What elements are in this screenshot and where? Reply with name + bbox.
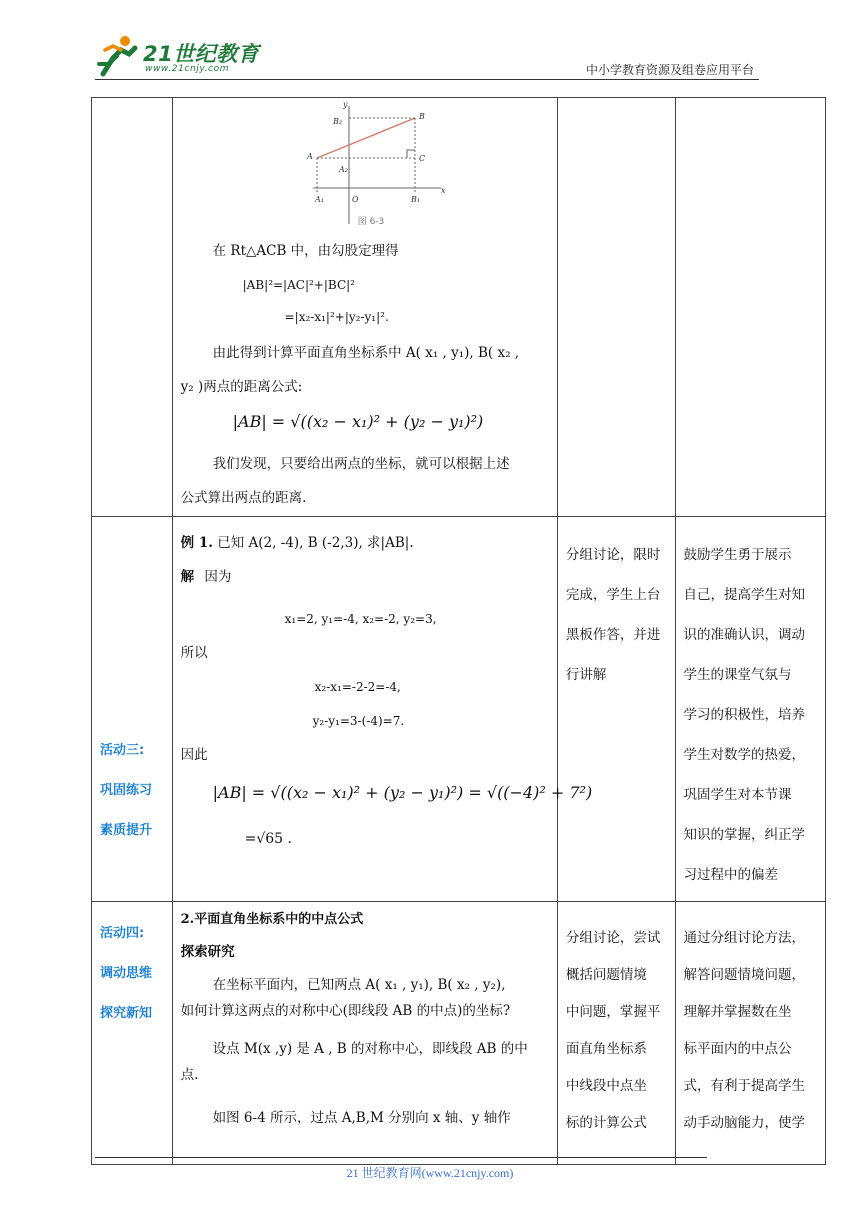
text-line: 巩固学生对本节课 <box>683 787 792 803</box>
paragraph: 由此得到计算平面直角坐标系中 A( x₁ , y₁), B( x₂ , <box>212 345 520 361</box>
text-line: 标的计算公式 <box>565 1115 647 1131</box>
table-row <box>92 902 826 1165</box>
svg-text:C: C <box>418 154 425 163</box>
intent-cell <box>675 98 826 517</box>
text-line: 式，有利于提高学生 <box>683 1078 805 1094</box>
text-line: 解答问题情境问题， <box>683 967 805 983</box>
brand-url: www.21cnjy.com <box>145 64 230 74</box>
text-line: 学生的课堂气氛与 <box>683 667 792 683</box>
paragraph: 在 Rt△ACB 中，由勾股定理得 <box>212 243 399 259</box>
runner-logo-icon <box>95 34 141 76</box>
header-divider <box>95 79 759 80</box>
paragraph: 我们发现，只要给出两点的坐标，就可以根据上述 <box>212 456 510 472</box>
example-text: 已知 A(2, -4), B (-2,3), 求|AB|. <box>217 535 414 551</box>
paragraph: 如何计算这两点的对称中心(即线段 AB 的中点)的坐标? <box>180 1003 511 1019</box>
text-line: 中线段中点坐 <box>565 1078 647 1094</box>
svg-text:x: x <box>440 186 446 195</box>
text-line: 分组讨论，尝试 <box>565 930 661 946</box>
footer-text: 21 世纪教育网(www.21cnjy.com) <box>346 1166 514 1180</box>
solution-label: 解 <box>180 569 195 585</box>
text-line: 中问题，掌握平 <box>565 1004 661 1020</box>
text-line: 理解并掌握数在坐 <box>683 1004 792 1020</box>
activity-cell <box>92 517 173 902</box>
paragraph: 如图 6-4 所示，过点 A,B,M 分别向 x 轴、y 轴作 <box>212 1110 511 1126</box>
lesson-table <box>91 97 826 1165</box>
paragraph: 所以 <box>180 645 208 661</box>
activity-cell <box>92 902 173 1165</box>
text-line: 鼓励学生勇于展示 <box>683 547 792 563</box>
activity-label: 探究新知 <box>100 1006 153 1021</box>
svg-text:B: B <box>418 112 425 121</box>
text-line: 学习的积极性，培养 <box>683 707 805 723</box>
text-line: 习过程中的偏差 <box>683 867 778 883</box>
intent-cell <box>675 517 826 902</box>
text-line: 行讲解 <box>565 667 607 683</box>
site-logo <box>93 32 263 78</box>
text-line: 完成，学生上台 <box>565 587 661 603</box>
paragraph: 设点 M(x ,y) 是 A , B 的对称中心，即线段 AB 的中 <box>212 1041 528 1057</box>
content-cell <box>172 902 557 1165</box>
text-line: 标平面内的中点公 <box>683 1041 792 1057</box>
svg-text:y: y <box>342 100 348 109</box>
paragraph: 点. <box>180 1067 199 1083</box>
activity-cell <box>92 98 173 517</box>
distance-formula: |AB| = √((x₂ − x₁)² + (y₂ − y₁)²) <box>232 412 484 431</box>
method-cell <box>557 98 675 517</box>
section-title: 2.平面直角坐标系中的中点公式 <box>180 912 364 927</box>
equation: x₂-x₁=-2-2=-4, <box>314 680 401 694</box>
text-line: 知识的掌握，纠正学 <box>683 827 805 843</box>
paragraph: 公式算出两点的距离. <box>180 490 307 506</box>
section-subtitle: 探索研究 <box>180 944 235 960</box>
table-row <box>92 98 826 517</box>
text-line: 面直角坐标系 <box>565 1041 647 1057</box>
text-line: 自己，提高学生对知 <box>683 587 805 603</box>
solution-text: 因为 <box>204 569 232 585</box>
figure-caption: 图 6-3 <box>357 217 384 227</box>
paragraph: y₂ )两点的距离公式: <box>180 379 303 395</box>
activity-label: 素质提升 <box>100 823 153 838</box>
text-line: 识的准确认识，调动 <box>683 627 805 643</box>
equation: x₁=2, y₁=-4, x₂=-2, y₂=3, <box>284 612 437 626</box>
text-line: 通过分组讨论方法， <box>683 930 805 946</box>
example-label: 例 1. <box>180 535 213 551</box>
table-row <box>92 517 826 902</box>
equation: |AB|²=|AC|²+|BC|² <box>242 278 355 292</box>
svg-text:B₂: B₂ <box>332 117 342 126</box>
paragraph: 因此 <box>180 747 208 763</box>
method-cell <box>557 517 675 902</box>
activity-label: 活动四: <box>100 926 145 941</box>
coordinate-figure <box>306 100 453 230</box>
text-line: 概括问题情境 <box>565 967 647 983</box>
text-line: 动手动脑能力，使学 <box>683 1115 805 1131</box>
paragraph: 在坐标平面内，已知两点 A( x₁ , y₁), B( x₂ , y₂), <box>212 977 506 993</box>
method-cell <box>557 902 675 1165</box>
svg-text:A₂: A₂ <box>338 165 348 174</box>
intent-cell <box>675 902 826 1165</box>
activity-label: 活动三: <box>100 743 145 758</box>
activity-label: 巩固练习 <box>100 783 153 798</box>
activity-label: 调动思维 <box>100 966 153 981</box>
distance-formula: |AB| = √((x₂ − x₁)² + (y₂ − y₁)²) = √((−4)² + 7²) <box>212 783 593 802</box>
brand-name: 21世纪教育 <box>143 42 260 66</box>
svg-text:A₁: A₁ <box>314 195 324 204</box>
footer-divider <box>95 1157 707 1158</box>
svg-text:B₁: B₁ <box>410 195 420 204</box>
svg-text:O: O <box>351 195 359 204</box>
equation: y₂-y₁=3-(-4)=7. <box>312 714 405 728</box>
content-cell <box>172 98 557 517</box>
svg-text:A: A <box>306 152 313 161</box>
result: =√65 . <box>244 831 292 847</box>
text-line: 黑板作答，并进 <box>565 627 661 643</box>
text-line: 分组讨论，限时 <box>565 547 661 563</box>
platform-title: 中小学教育资源及组卷应用平台 <box>585 63 754 77</box>
equation: =|x₂-x₁|²+|y₂-y₁|². <box>284 310 389 324</box>
text-line: 学生对数学的热爱， <box>683 747 805 763</box>
